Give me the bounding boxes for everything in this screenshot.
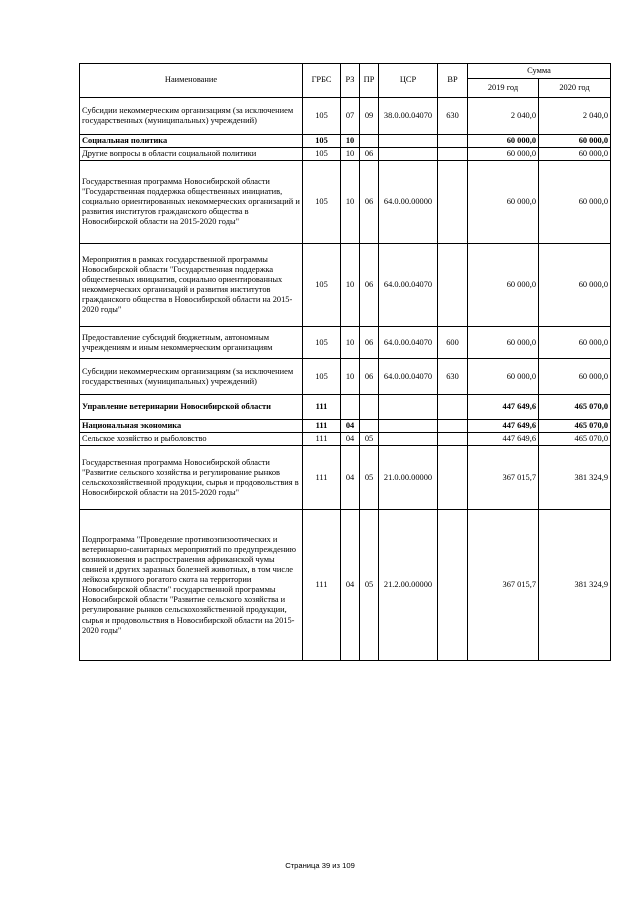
row-csr: 38.0.00.04070 [379, 98, 438, 135]
table-row [80, 148, 611, 161]
header-sum: Сумма [468, 64, 611, 79]
row-sum-2019: 367 015,7 [468, 510, 539, 661]
row-csr [379, 135, 438, 148]
row-name: Подпрограмма "Проведение противоэпизоотических и ветеринарно-санитарных мероприятий по предупреждению возникновения и распространения африканской чумы свиней и других заразных болезней животных, в том числе лейкоза крупного рогатого скота на территории Новосибирской области" государственной программы Новосибирской области "Развитие сельского хозяйства и регулирование рынков сельскохозяйственной продукции, сырья и продовольствия в Новосибирской области на 2015-2020 годы" [80, 510, 303, 661]
row-name: Государственная программа Новосибирской области "Государственная поддержка общественных инициатив, социально ориентированных некоммерческих организаций и развития институтов гражданского общества в Новосибирской области на 2015-2020 годы" [80, 161, 303, 244]
row-rz: 07 [341, 98, 360, 135]
row-sum-2019: 60 000,0 [468, 161, 539, 244]
row-pr: 06 [360, 327, 379, 359]
row-csr: 21.0.00.00000 [379, 446, 438, 510]
row-grbs: 105 [303, 98, 341, 135]
row-sum-2019: 447 649,6 [468, 395, 539, 420]
row-csr: 64.0.00.04070 [379, 327, 438, 359]
row-sum-2020: 465 070,0 [539, 395, 611, 420]
row-vr [438, 135, 468, 148]
row-pr: 06 [360, 161, 379, 244]
row-sum-2019: 60 000,0 [468, 359, 539, 395]
header-2019: 2019 год [468, 79, 539, 98]
row-vr [438, 161, 468, 244]
row-vr [438, 395, 468, 420]
row-pr [360, 420, 379, 433]
header-rz: РЗ [341, 64, 360, 98]
row-csr: 64.0.00.04070 [379, 244, 438, 327]
row-csr [379, 433, 438, 446]
table-row [80, 420, 611, 433]
row-name: Другие вопросы в области социальной политики [80, 148, 303, 161]
row-pr: 09 [360, 98, 379, 135]
row-pr [360, 135, 379, 148]
row-grbs: 105 [303, 359, 341, 395]
row-rz: 04 [341, 510, 360, 661]
row-csr [379, 395, 438, 420]
row-grbs: 105 [303, 148, 341, 161]
row-sum-2019: 60 000,0 [468, 148, 539, 161]
table-body [80, 98, 611, 661]
row-sum-2020: 2 040,0 [539, 98, 611, 135]
table-row [80, 161, 611, 244]
row-rz: 10 [341, 148, 360, 161]
row-rz: 04 [341, 446, 360, 510]
row-vr [438, 510, 468, 661]
row-sum-2019: 367 015,7 [468, 446, 539, 510]
table-row [80, 98, 611, 135]
row-pr: 06 [360, 148, 379, 161]
row-sum-2020: 60 000,0 [539, 148, 611, 161]
row-sum-2020: 381 324,9 [539, 446, 611, 510]
row-vr: 630 [438, 359, 468, 395]
row-name: Социальная политика [80, 135, 303, 148]
row-rz: 04 [341, 433, 360, 446]
table-row [80, 395, 611, 420]
row-sum-2020: 465 070,0 [539, 433, 611, 446]
row-vr [438, 446, 468, 510]
page-footer: Страница 39 из 109 [285, 861, 355, 870]
row-sum-2020: 381 324,9 [539, 510, 611, 661]
row-name: Государственная программа Новосибирской области "Развитие сельского хозяйства и регулирование рынков сельскохозяйственной продукции, сырья и продовольствия в Новосибирской области на 2015-2020 годы" [80, 446, 303, 510]
row-vr [438, 148, 468, 161]
row-name: Сельское хозяйство и рыболовство [80, 433, 303, 446]
header-pr: ПР [360, 64, 379, 98]
row-grbs: 111 [303, 446, 341, 510]
row-grbs: 111 [303, 395, 341, 420]
row-sum-2020: 60 000,0 [539, 327, 611, 359]
row-pr [360, 395, 379, 420]
row-name: Национальная экономика [80, 420, 303, 433]
table-row [80, 135, 611, 148]
row-rz [341, 395, 360, 420]
table-row [80, 359, 611, 395]
row-sum-2020: 60 000,0 [539, 135, 611, 148]
row-grbs: 111 [303, 510, 341, 661]
row-sum-2020: 465 070,0 [539, 420, 611, 433]
row-vr [438, 420, 468, 433]
table-row [80, 433, 611, 446]
row-sum-2020: 60 000,0 [539, 359, 611, 395]
row-name: Предоставление субсидий бюджетным, автономным учреждениям и иным некоммерческим организациям [80, 327, 303, 359]
row-sum-2020: 60 000,0 [539, 161, 611, 244]
header-grbs: ГРБС [303, 64, 341, 98]
row-csr [379, 148, 438, 161]
row-grbs: 105 [303, 327, 341, 359]
table-row [80, 446, 611, 510]
table-row [80, 327, 611, 359]
row-sum-2019: 60 000,0 [468, 244, 539, 327]
row-grbs: 105 [303, 244, 341, 327]
row-rz: 04 [341, 420, 360, 433]
row-pr: 05 [360, 446, 379, 510]
row-rz: 10 [341, 135, 360, 148]
row-grbs: 111 [303, 420, 341, 433]
header-name: Наименование [80, 64, 303, 98]
row-name: Субсидии некоммерческим организациям (за исключением государственных (муниципальных) учреждений) [80, 359, 303, 395]
budget-table [79, 63, 611, 661]
row-vr [438, 433, 468, 446]
row-rz: 10 [341, 327, 360, 359]
row-name: Мероприятия в рамках государственной программы Новосибирской области "Государственная поддержка общественных инициатив, социально ориентированных некоммерческих организаций и развития институтов гражданского общества в Новосибирской области на 2015-2020 годы" [80, 244, 303, 327]
row-pr: 06 [360, 244, 379, 327]
row-pr: 05 [360, 510, 379, 661]
row-rz: 10 [341, 244, 360, 327]
row-sum-2019: 2 040,0 [468, 98, 539, 135]
row-grbs: 105 [303, 161, 341, 244]
row-vr: 600 [438, 327, 468, 359]
row-name: Субсидии некоммерческим организациям (за исключением государственных (муниципальных) учреждений) [80, 98, 303, 135]
row-vr [438, 244, 468, 327]
row-grbs: 111 [303, 433, 341, 446]
table-row [80, 510, 611, 661]
row-sum-2020: 60 000,0 [539, 244, 611, 327]
row-rz: 10 [341, 359, 360, 395]
row-sum-2019: 447 649,6 [468, 420, 539, 433]
row-grbs: 105 [303, 135, 341, 148]
header-vr: ВР [438, 64, 468, 98]
row-name: Управление ветеринарии Новосибирской области [80, 395, 303, 420]
header-2020: 2020 год [539, 79, 611, 98]
table-row [80, 244, 611, 327]
row-csr [379, 420, 438, 433]
row-pr: 05 [360, 433, 379, 446]
row-csr: 64.0.00.00000 [379, 161, 438, 244]
row-pr: 06 [360, 359, 379, 395]
row-vr: 630 [438, 98, 468, 135]
row-sum-2019: 60 000,0 [468, 327, 539, 359]
header-csr: ЦСР [379, 64, 438, 98]
row-csr: 64.0.00.04070 [379, 359, 438, 395]
row-sum-2019: 447 649,6 [468, 433, 539, 446]
row-rz: 10 [341, 161, 360, 244]
row-csr: 21.2.00.00000 [379, 510, 438, 661]
row-sum-2019: 60 000,0 [468, 135, 539, 148]
